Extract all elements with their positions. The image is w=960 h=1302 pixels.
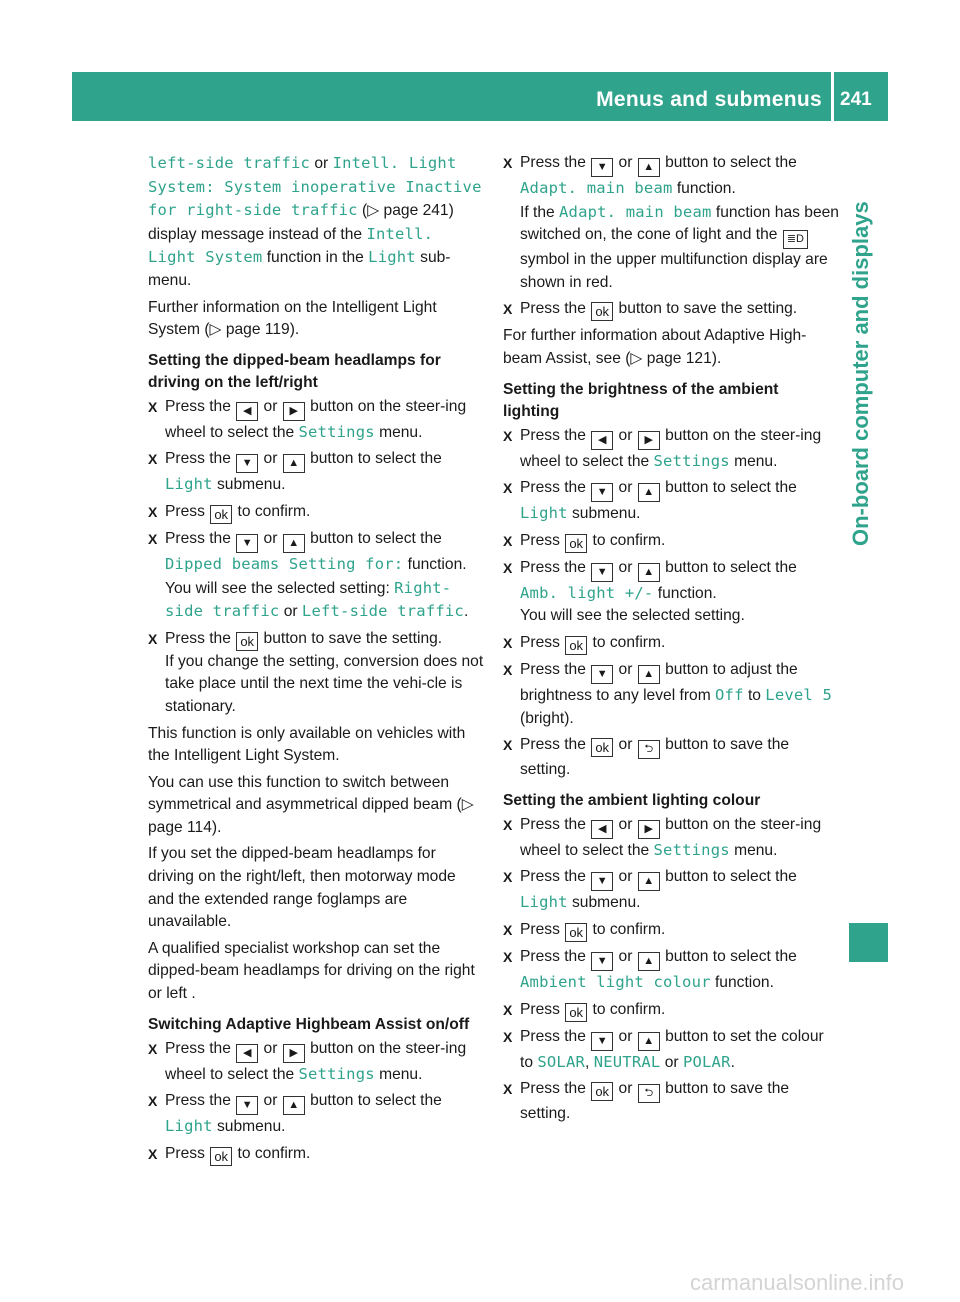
right-button-icon: ▶: [638, 431, 660, 450]
left-button-icon: ◀: [591, 431, 613, 450]
ok-button-icon: ok: [565, 534, 587, 553]
down-button-icon: ▼: [591, 665, 613, 684]
section-heading-colour: Setting the ambient lighting colour: [503, 791, 761, 809]
beam-symbol-icon: ≣D: [783, 230, 808, 249]
step-adjust-brightness: X Press the ▼ or ▲ button to adjust the brightness to any level from Off to Level 5 (bright).: [503, 660, 833, 727]
side-tab-marker: [849, 923, 888, 962]
paragraph: You can use this function to switch between symmetrical and asymmetrical dipped beam (▷ page 114).: [148, 773, 474, 836]
step-save: X Press the ok button to save the setting.: [503, 300, 798, 320]
step-arrow-icon: X: [503, 661, 513, 678]
ok-button-icon: ok: [591, 1082, 613, 1101]
ok-button-icon: ok: [565, 1003, 587, 1022]
up-button-icon: ▲: [638, 1032, 660, 1051]
paragraph: This function is only available on vehicles with the Intelligent Light System.: [148, 724, 466, 765]
up-button-icon: ▲: [638, 563, 660, 582]
ok-button-icon: ok: [210, 505, 232, 524]
footer-watermark: carmanualsonline.info: [690, 1270, 905, 1295]
step-arrow-icon: X: [503, 1081, 513, 1098]
header-divider: [831, 72, 834, 121]
down-button-icon: ▼: [591, 158, 613, 177]
up-button-icon: ▲: [283, 454, 305, 473]
step-arrow-icon: X: [503, 948, 513, 965]
step-select-light: X Press the ▼ or ▲ button to select the Light submenu.: [503, 868, 797, 912]
back-button-icon: ⮌: [638, 1084, 660, 1103]
back-button-icon: ⮌: [638, 740, 660, 759]
step-confirm: X Press ok to confirm.: [503, 1000, 666, 1020]
up-button-icon: ▲: [283, 1096, 305, 1115]
up-button-icon: ▲: [638, 872, 660, 891]
step-select-ambient-colour: X Press the ▼ or ▲ button to select the Ambient light colour function.: [503, 947, 797, 991]
step-select-adapt-main-beam: X Press the ▼ or ▲ button to select the Adapt. main beam function. If the Adapt. main beam function has been switched on, the cone of light and the ≣D symbol in the upper multifunction display are shown in red.: [503, 154, 839, 291]
step-save: X Press the ok button to save the setting. If you change the setting, conversion does not take place until the next time the vehi-cle is stationary.: [148, 629, 484, 715]
down-button-icon: ▼: [591, 483, 613, 502]
paragraph: A qualified specialist workshop can set the dipped-beam headlamps for driving on the right or left .: [148, 939, 475, 1003]
step-arrow-icon: X: [503, 480, 513, 497]
paragraph: If you set the dipped-beam headlamps for driving on the right/left, then motorway mode and the extended range foglamps are unavailable.: [148, 845, 456, 931]
down-button-icon: ▼: [591, 872, 613, 891]
ok-button-icon: ok: [591, 738, 613, 757]
up-button-icon: ▲: [283, 534, 305, 553]
up-button-icon: ▲: [638, 158, 660, 177]
step-confirm: X Press ok to confirm.: [148, 502, 311, 522]
step-select-light: X Press the ▼ or ▲ button to select the Light submenu.: [148, 1092, 442, 1136]
step-arrow-icon: X: [503, 737, 513, 754]
step-arrow-icon: X: [503, 816, 513, 833]
step-select-settings: X Press the ◀ or ▶ button on the steer-ing wheel to select the Settings menu.: [148, 397, 467, 441]
down-button-icon: ▼: [591, 1032, 613, 1051]
side-tab-label: On-board computer and displays: [848, 201, 873, 546]
step-select-settings: X Press the ◀ or ▶ button on the steer-ing wheel to select the Settings menu.: [503, 426, 822, 470]
up-button-icon: ▲: [638, 952, 660, 971]
intro-paragraph: left-side traffic or Intell. Light System: System inoperative Inactive for right-side traffic (▷ page 241) display message instead of the Intell. Light System function in the Light sub-menu.: [148, 154, 482, 289]
right-button-icon: ▶: [283, 1044, 305, 1063]
ok-button-icon: ok: [236, 632, 258, 651]
step-set-colour: X Press the ▼ or ▲ button to set the colour to SOLAR, NEUTRAL or POLAR.: [503, 1027, 824, 1071]
left-button-icon: ◀: [236, 1044, 258, 1063]
step-select-settings: X Press the ◀ or ▶ button on the steer-ing wheel to select the Settings menu.: [503, 815, 822, 859]
step-arrow-icon: X: [503, 869, 513, 886]
right-button-icon: ▶: [638, 820, 660, 839]
step-select-light: X Press the ▼ or ▲ button to select the Light submenu.: [148, 450, 442, 494]
ok-button-icon: ok: [591, 302, 613, 321]
step-confirm: X Press ok to confirm.: [148, 1144, 311, 1164]
step-arrow-icon: X: [503, 301, 513, 318]
right-button-icon: ▶: [283, 402, 305, 421]
ok-button-icon: ok: [210, 1147, 232, 1166]
up-button-icon: ▲: [638, 665, 660, 684]
step-arrow-icon: X: [503, 1028, 513, 1045]
step-select-settings: X Press the ◀ or ▶ button on the steer-ing wheel to select the Settings menu.: [148, 1039, 467, 1083]
step-arrow-icon: X: [148, 1145, 158, 1162]
step-arrow-icon: X: [503, 532, 513, 549]
down-button-icon: ▼: [591, 563, 613, 582]
step-arrow-icon: X: [148, 398, 158, 415]
section-heading-brightness: Setting the brightness of the ambient lighting: [503, 380, 779, 420]
step-arrow-icon: X: [148, 530, 158, 547]
step-arrow-icon: X: [148, 1040, 158, 1057]
step-confirm: X Press ok to confirm.: [503, 531, 666, 551]
section-heading-dipped-beam: Setting the dipped-beam headlamps for driving on the left/right: [148, 351, 441, 391]
step-arrow-icon: X: [503, 155, 513, 171]
left-button-icon: ◀: [591, 820, 613, 839]
down-button-icon: ▼: [236, 1096, 258, 1115]
step-save: X Press the ok or ⮌ button to save the setting.: [503, 1080, 790, 1123]
step-select-light: X Press the ▼ or ▲ button to select the Light submenu.: [503, 479, 797, 523]
left-button-icon: ◀: [236, 402, 258, 421]
page-title: Menus and submenus: [596, 88, 822, 111]
ok-button-icon: ok: [565, 923, 587, 942]
step-arrow-icon: X: [503, 427, 513, 444]
down-button-icon: ▼: [236, 454, 258, 473]
step-arrow-icon: X: [148, 503, 158, 520]
step-save: X Press the ok or ⮌ button to save the setting.: [503, 736, 790, 779]
page-number: 241: [840, 89, 872, 110]
step-confirm: X Press ok to confirm.: [503, 633, 666, 653]
step-arrow-icon: X: [148, 451, 158, 468]
step-arrow-icon: X: [148, 1093, 158, 1110]
down-button-icon: ▼: [591, 952, 613, 971]
step-confirm: X Press ok to confirm.: [503, 920, 666, 940]
step-arrow-icon: X: [503, 1001, 513, 1018]
up-button-icon: ▲: [638, 483, 660, 502]
step-select-dipped-beams: X Press the ▼ or ▲ button to select the Dipped beams Setting for: function. You will see the selected setting: Right-side traffic or Left-side traffic.: [148, 529, 469, 621]
step-select-amb-light: X Press the ▼ or ▲ button to select the Amb. light +/- function. You will see the selected setting.: [503, 558, 797, 625]
right-column: [503, 152, 839, 1130]
left-column: [148, 152, 484, 1170]
step-arrow-icon: X: [503, 634, 513, 651]
step-arrow-icon: X: [503, 559, 513, 576]
further-info-paragraph: Further information on the Intelligent Light System (▷ page 119).: [148, 298, 437, 339]
section-heading-highbeam: Switching Adaptive Highbeam Assist on/off: [148, 1015, 470, 1033]
step-arrow-icon: X: [148, 630, 158, 647]
ok-button-icon: ok: [565, 636, 587, 655]
down-button-icon: ▼: [236, 534, 258, 553]
step-arrow-icon: X: [503, 921, 513, 938]
further-info-paragraph: For further information about Adaptive High-beam Assist, see (▷ page 121).: [503, 327, 807, 367]
